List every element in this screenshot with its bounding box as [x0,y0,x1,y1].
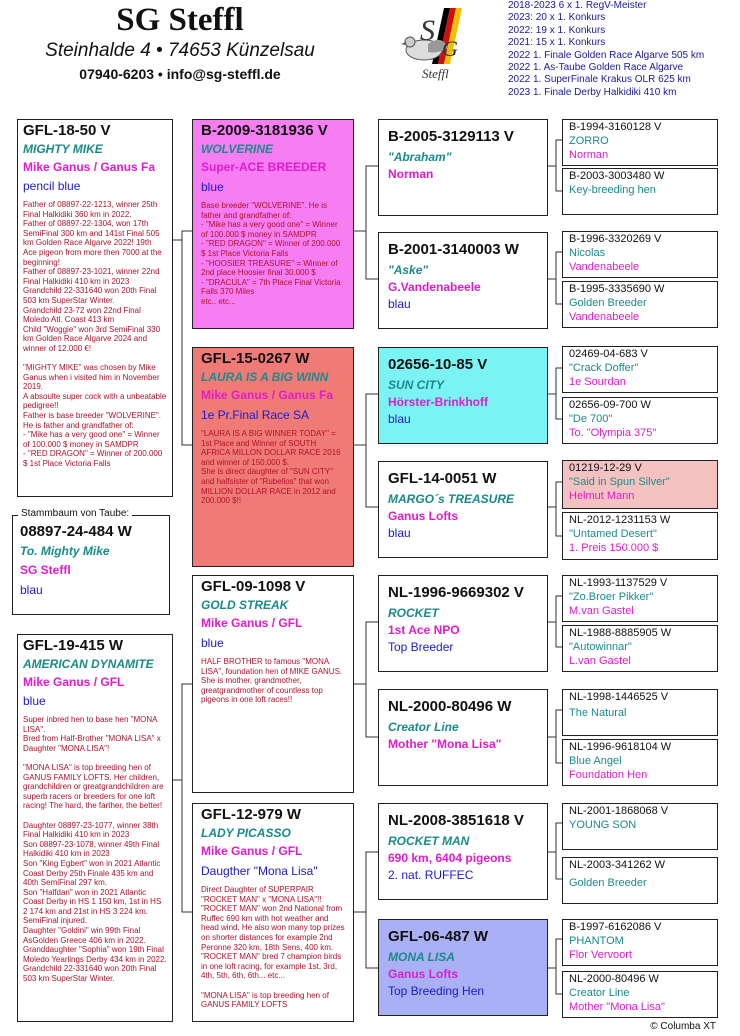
great-grandparent-name: MONA LISA [388,950,455,964]
great-grandparent-name: "Abraham" [388,150,452,164]
svg-text:G: G [442,36,458,61]
ancestor-ring-number: NL-1998-1446525 V [569,691,669,703]
ancestor-ring-number: 02469-04-683 V [569,348,648,360]
great-grandparent-color: blau [388,526,411,540]
subject-breeder: SG Steffl [20,563,71,577]
great-grandparent-name: ROCKET MAN [388,834,470,848]
grandparent-name: GOLD STREAK [201,598,289,612]
ancestor-name: Golden Breeder [569,877,647,889]
ancestor-name: "Crack Doffer" [569,362,639,374]
grandparent-name: WOLVERINE [201,142,274,156]
great-grandparent-name: Creator Line [388,720,459,734]
great-grandparent-breeder: G.Vandenabeele [388,280,481,294]
sire-card[interactable] [17,119,173,497]
great-grandparent-ring-number: NL-1996-9669302 V [388,584,524,601]
dam-color: blue [23,694,46,708]
grandparent-color: blue [201,636,224,650]
ancestor-ring-number: B-1995-3335690 W [569,283,665,295]
ancestor-name: ZORRO [569,135,609,147]
ancestor-card[interactable] [562,625,718,672]
great-grandparent-card[interactable] [378,119,548,216]
ancestor-ring-number: B-1994-3160128 V [569,121,662,133]
subject-ring-number: 08897-24-484 W [20,523,132,540]
ancestor-ring-number: NL-2000-80496 W [569,973,659,985]
great-grandparent-breeder: Norman [388,167,434,181]
svg-text:Steffl: Steffl [422,66,449,81]
ancestor-card[interactable] [562,971,718,1018]
ancestor-card[interactable] [562,575,718,622]
grandparent-breeder: Mike Ganus / GFL [201,844,303,858]
great-grandparent-name: MARGO´s TREASURE [388,492,515,506]
ancestor-name: PHANTOM [569,935,624,947]
great-grandparent-ring-number: B-2005-3129113 V [388,128,514,145]
ancestor-card[interactable] [562,168,718,215]
great-grandparent-card[interactable] [378,689,548,786]
great-grandparent-card[interactable] [378,803,548,900]
great-grandparent-ring-number: 02656-10-85 V [388,356,488,373]
ancestor-card[interactable] [562,857,718,904]
grandparent-ring-number: GFL-09-1098 V [201,578,306,595]
achievement-item: 2022 1. Finale Golden Race Algarve 505 km [508,49,705,61]
ancestor-breeder: Mother "Mona Lisa" [569,1001,665,1013]
ancestor-name: "Untamed Desert" [569,528,657,540]
stammbaum-label: Stammbaum von Taube: [18,508,132,520]
ancestor-breeder: L.van Gastel [569,655,631,667]
ancestor-name: Key-breeding hen [569,184,656,196]
achievement-item: 2018-2023 6 x 1. RegV-Meister [508,0,647,11]
svg-text:S: S [420,14,435,47]
ancestor-ring-number: B-2003-3003480 W [569,170,665,182]
ancestor-breeder: Norman [569,149,609,161]
great-grandparent-breeder: Ganus Lofts [388,967,459,981]
ancestor-breeder: Foundation Hen [569,769,648,781]
great-grandparent-name: "Aske" [388,263,429,277]
subject-card[interactable] [20,523,165,598]
grandparent-card[interactable] [192,803,354,1022]
great-grandparent-breeder: Ganus Lofts [388,509,459,523]
grandparent-name: LADY PICASSO [201,826,291,840]
ancestor-name: "De 700" [569,413,613,425]
ancestor-ring-number: NL-2012-1231153 W [569,514,671,526]
grandparent-description: HALF BROTHER to famous "MONA LISA", foundation hen of MIKE GANUS. She is mother, grandmother, greatgrandmother of countless top pigeons in one loft races!! [201,657,343,705]
great-grandparent-ring-number: NL-2000-80496 W [388,698,512,715]
great-grandparent-card[interactable] [378,232,548,329]
great-grandparent-card[interactable] [378,461,548,558]
achievement-item: 2022 1. As-Taube Golden Race Algarve [508,62,684,74]
ancestor-card[interactable] [562,689,718,736]
ancestor-ring-number: NL-2003-341262 W [569,859,666,871]
ancestor-breeder: 1e Sourdan [569,376,626,388]
grandparent-color: blue [201,180,224,194]
ancestor-card[interactable] [562,919,718,966]
grandparent-color: Daugther "Mona Lisa" [201,864,318,878]
grandparent-card[interactable] [192,347,354,567]
ancestor-breeder: 1. Preis 150.000 $ [569,542,659,554]
dam-name: AMERICAN DYNAMITE [23,657,154,671]
grandparent-description: Direct Daughter of SUPERPAIR "ROCKET MAN" x "MONA LISA"!! "ROCKET MAN" won 2nd National from Ruffec 690 km with hot weather and head wind. He also won many top prizes on shorter distances for example 2nd Peronne 320 km, 18th Sens, 400 km. "ROCKET MAN" bred 7 champion birds in one loft racing, for example 1st, 3rd, 4th, 5th, 6th, 6th... etc... "MONA LISA" is top breeding hen of GANUS FAMILY LOFTS [201,885,345,1010]
dam-description: Super inbred hen to base hen "MONA LISA". Bred from Half-Brother "MONA LISA" x Daughter "MONA LISA"! "MONA LISA" is top breeding hen of GANUS FAMILY LOFTS. Her children, grandchildren or greatgrandchildren are superb racers or breeders for one loft racing! The hard, the farther, the better! Daughter 08897-23-1077, winner 38th Final Halkidiki 410 km in 2023 Son 08897-23-1078, winner 49th Final Halkidiki 410 km in 2023 Son "King Egbert" won in 2021 Atlantic Coast Derby 25th Finale 435 km and 40th SemiFinal 297 km. Son "Halfdan" won in 2021 Atlantic Coast Derby in HS 1 150 km, 1st in HS 2 174 km and 21st in HS 3 224 km. SemiFinal injured. Daughter "Goldini" win 99th Final AsGolden Greece 406 km in 2022. Granddaughter "Sophia" won 19th Final Moledo Yearlings Derby 434 km in 2022. Grandchild 22-331640 won 20th Final 503 km SuperStar Winter. [23,715,167,984]
ancestor-ring-number: NL-1988-8885905 W [569,627,672,639]
contact-line: 07940-6203 • info@sg-steffl.de [79,66,281,82]
ancestor-card[interactable] [562,119,718,166]
ancestor-card[interactable] [562,346,718,393]
ancestor-name: The Natural [569,707,627,719]
ancestor-name: "Autowinnar" [569,641,632,653]
ancestor-card[interactable] [562,281,718,328]
great-grandparent-breeder: 1st Ace NPO [388,623,460,637]
grandparent-ring-number: B-2009-3181936 V [201,122,328,139]
great-grandparent-card[interactable] [378,919,548,1016]
grandparent-card[interactable] [192,119,354,329]
ancestor-card[interactable] [562,512,718,560]
great-grandparent-card[interactable] [378,347,548,444]
achievement-item: 2022: 19 x 1. Konkurs [508,24,606,36]
grandparent-description: Base breeder "WOLVERINE". He is father and grandfather of: - "Mike has a very good one" = Winner of 100.000 $ money in SAMDPR - "RED DRAGON" = Winner of 200.000 $ 1st Place Victoria Falls - "HOOSIER TREASURE" = Winner of 2nd place Hoosier final 30.000 $ - "DRACULA" = 7th Place Final Victoria Falls 370 Miles etc.. etc... [201,201,341,306]
ancestor-ring-number: B-1996-3320269 V [569,233,662,245]
great-grandparent-name: ROCKET [388,606,439,620]
great-grandparent-breeder: 690 km, 6404 pigeons [388,851,512,865]
grandparent-breeder: Mike Ganus / GFL [201,616,303,630]
dam-breeder: Mike Ganus / GFL [23,675,125,689]
sire-description: Father of 08897-22-1213, winner 25th Final Halkidiki 360 km in 2022. Father of 08897-22-1304, won 17th SemiFinal 300 km and 141st Final 505 km Golden Race Algarve 2022! 19th Ace pigeon from more then 7000 at the beginning! Father of 08897-23-1021, winner 22nd Final Halkidiki 410 km in 2023 Grandchild 22-331640 won 20th Final 503 km SuperStar Winter. Grandchild 23-72 won 22nd Final Moledo Atl. Coast 413 km Child "Woggie" won 3rd SemiFinal 330 km Golden Race Algarve 2024 and winner of 12.000 €! "MIGHTY MIKE" was chosen by Mike Ganus when i visited him in November 2019. A absoulte super cock with a unbeatable pedigree!! Father is base breeder "WOLVERINE". He is father and grandfather of: - "Mike has a very good one" = Winner of 100.000 $ money in SAMDPR - "RED DRAGON" = Winner of 200.000 $ 1st Place Victoria Falls [23,200,167,469]
great-grandparent-ring-number: NL-2008-3851618 V [388,812,524,829]
ancestor-name: "Zo.Broer Pikker" [569,591,654,603]
great-grandparent-color: 2. nat. RUFFEC [388,868,474,882]
ancestor-name: Creator Line [569,987,630,999]
grandparent-breeder: Super-ACE BREEDER [201,160,327,174]
achievement-item: 2023 1. Finale Derby Halkidiki 410 km [508,86,677,98]
great-grandparent-ring-number: GFL-06-487 W [388,928,489,945]
ancestor-card[interactable] [562,397,718,444]
great-grandparent-ring-number: GFL-14-0051 W [388,470,497,487]
great-grandparent-color: Top Breeder [388,640,454,654]
ancestor-name: YOUNG SON [569,819,637,831]
ancestor-name: Golden Breeder [569,297,647,309]
great-grandparent-color: Top Breeding Hen [388,984,485,998]
ancestor-name: "Said in Spun Silver" [569,476,670,488]
great-grandparent-name: SUN CITY [388,378,445,392]
great-grandparent-color: blau [388,297,411,311]
grandparent-card[interactable] [192,575,354,793]
ancestor-breeder: M.van Gastel [569,605,634,617]
achievement-item: 2023: 20 x 1. Konkurs [508,12,606,24]
grandparent-color: 1e Pr.Final Race SA [201,408,310,422]
great-grandparent-breeder: Hörster-Brinkhoff [388,395,489,409]
subject-color: blau [20,583,43,597]
ancestor-breeder: Helmut Mann [569,490,635,502]
grandparent-ring-number: GFL-12-979 W [201,806,302,823]
ancestor-breeder: Vandenabeele [569,311,640,323]
ancestor-name: Blue Angel [569,755,622,767]
dam-ring-number: GFL-19-415 W [23,637,124,654]
footer-copyright: © Columba XT [650,1021,716,1032]
ancestor-card[interactable] [562,231,718,278]
ancestor-ring-number: NL-2001-1868068 V [569,805,669,817]
great-grandparent-card[interactable] [378,575,548,672]
sire-ring-number: GFL-18-50 V [23,122,111,139]
grandparent-breeder: Mike Ganus / Ganus Fa [201,388,334,402]
ancestor-ring-number: B-1997-6162086 V [569,921,662,933]
ancestor-card[interactable] [562,739,718,786]
sire-color: pencil blue [23,179,81,193]
ancestor-breeder: Vandenabeele [569,261,640,273]
ancestor-breeder: Flor Vervoort [569,949,632,961]
address-line: Steinhalde 4 • 74653 Künzelsau [45,40,315,61]
ancestor-card[interactable] [562,803,718,850]
page-title: SG Steffl [116,2,244,38]
ancestor-card[interactable] [562,460,718,509]
grandparent-ring-number: GFL-15-0267 W [201,350,310,367]
ancestor-name: Nicolas [569,247,606,259]
ancestor-ring-number: NL-1996-9618104 W [569,741,672,753]
great-grandparent-color: blau [388,412,411,426]
ancestor-ring-number: 01219-12-29 V [569,462,642,474]
great-grandparent-breeder: Mother "Mona Lisa" [388,737,502,751]
ancestor-ring-number: NL-1993-1137529 V [569,577,668,589]
grandparent-description: "LAURA IS A BIG WINNER TODAY" = 1st Place and Winner of SOUTH AFRICA MILLON DOLLAR RACE 2016 and winner of 150.000 $. She is direct daughter of "SUN CITY" and halfsister of "Rubellos" that won MILLION DOLLAR RACE in 2012 and 200.000 $!! [201,429,341,506]
sire-breeder: Mike Ganus / Ganus Fa [23,160,156,174]
great-grandparent-ring-number: B-2001-3140003 W [388,241,519,258]
sire-name: MIGHTY MIKE [23,142,103,156]
subject-name: To. Mighty Mike [20,544,110,558]
dam-card[interactable] [17,634,173,1022]
ancestor-ring-number: 02656-09-700 W [569,399,651,411]
achievement-item: 2021: 15 x 1. Konkurs [508,37,606,49]
achievement-item: 2022 1. SuperFinale Krakus OLR 625 km [508,74,691,86]
grandparent-name: LAURA IS A BIG WINN [201,370,329,384]
ancestor-breeder: To. "Olympia 375" [569,427,657,439]
